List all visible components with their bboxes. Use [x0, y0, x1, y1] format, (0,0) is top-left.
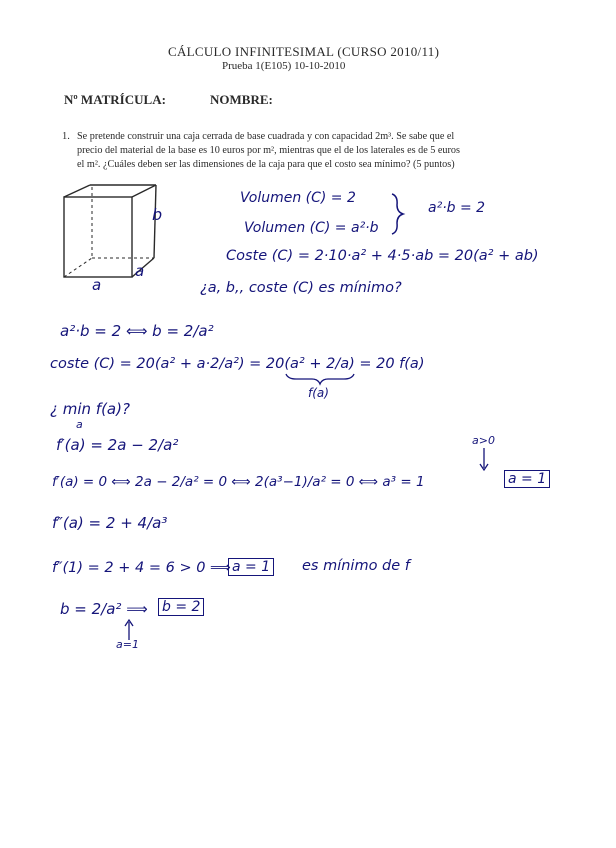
b-value-line: b = 2/a² ⟹ — [60, 600, 148, 618]
critical-point-line: f′(a) = 0 ⟺ 2a − 2/a² = 0 ⟺ 2(a³−1)/a² = 0 ⟺ a³ = 1 — [52, 474, 425, 490]
figure-label-a-bottom: a — [92, 276, 102, 294]
nombre-label: NOMBRE: — [210, 92, 273, 107]
boxed-answer-b: b = 2 — [158, 598, 204, 616]
first-derivative: f′(a) = 2a − 2/a² — [56, 436, 179, 454]
boxed-answer-a-2: a = 1 — [228, 558, 274, 576]
boxed-answer-a-1: a = 1 — [504, 470, 550, 488]
problem-number: 1. — [62, 131, 70, 142]
page-title: CÁLCULO INFINITESIMAL (CURSO 2010/11) — [168, 44, 440, 59]
underbrace-label: f(a) — [308, 386, 329, 400]
figure-label-b: b — [152, 205, 163, 224]
volume-line-1: Volumen (C) = 2 — [240, 190, 356, 206]
min-question: ¿ min f(a)? — [50, 400, 130, 418]
substitution-note: a=1 — [116, 638, 139, 651]
page-subtitle: Prueba 1(E105) 10-10-2010 — [222, 60, 346, 72]
minimum-conclusion: es mínimo de f — [302, 558, 410, 574]
solution-line-cost: coste (C) = 20(a² + a·2/a²) = 20(a² + 2/a) = 20 f(a) — [50, 356, 425, 372]
figure-label-a-side: a — [135, 262, 145, 280]
condition-note: a>0 — [472, 434, 495, 447]
matricula-label: Nº MATRÍCULA: — [64, 92, 166, 107]
second-derivative-test: f″(1) = 2 + 4 = 6 > 0 ⟹ — [52, 560, 231, 576]
solution-line-b: a²·b = 2 ⟺ b = 2/a² — [60, 322, 214, 340]
cost-equation: Coste (C) = 2·10·a² + 4·5·ab = 20(a² + ab) — [226, 248, 539, 264]
volume-result: a²·b = 2 — [428, 200, 486, 216]
volume-line-2: Volumen (C) = a²·b — [244, 220, 379, 236]
problem-text-line-2: precio del material de la base es 10 euros por m², mientras que el de los laterales es de 5 euros — [77, 145, 460, 156]
problem-text-line-3: el m². ¿Cuáles deben ser las dimensiones de la caja para que el costo sea mínimo? (5 puntos) — [77, 159, 455, 170]
second-derivative: f″(a) = 2 + 4/a³ — [52, 514, 168, 532]
minimum-question: ¿a, b,, coste (C) es mínimo? — [200, 280, 402, 296]
problem-text-line-1: Se pretende construir una caja cerrada de base cuadrada y con capacidad 2m³. Se sabe que el — [77, 131, 455, 142]
min-question-sub: a — [76, 418, 83, 431]
